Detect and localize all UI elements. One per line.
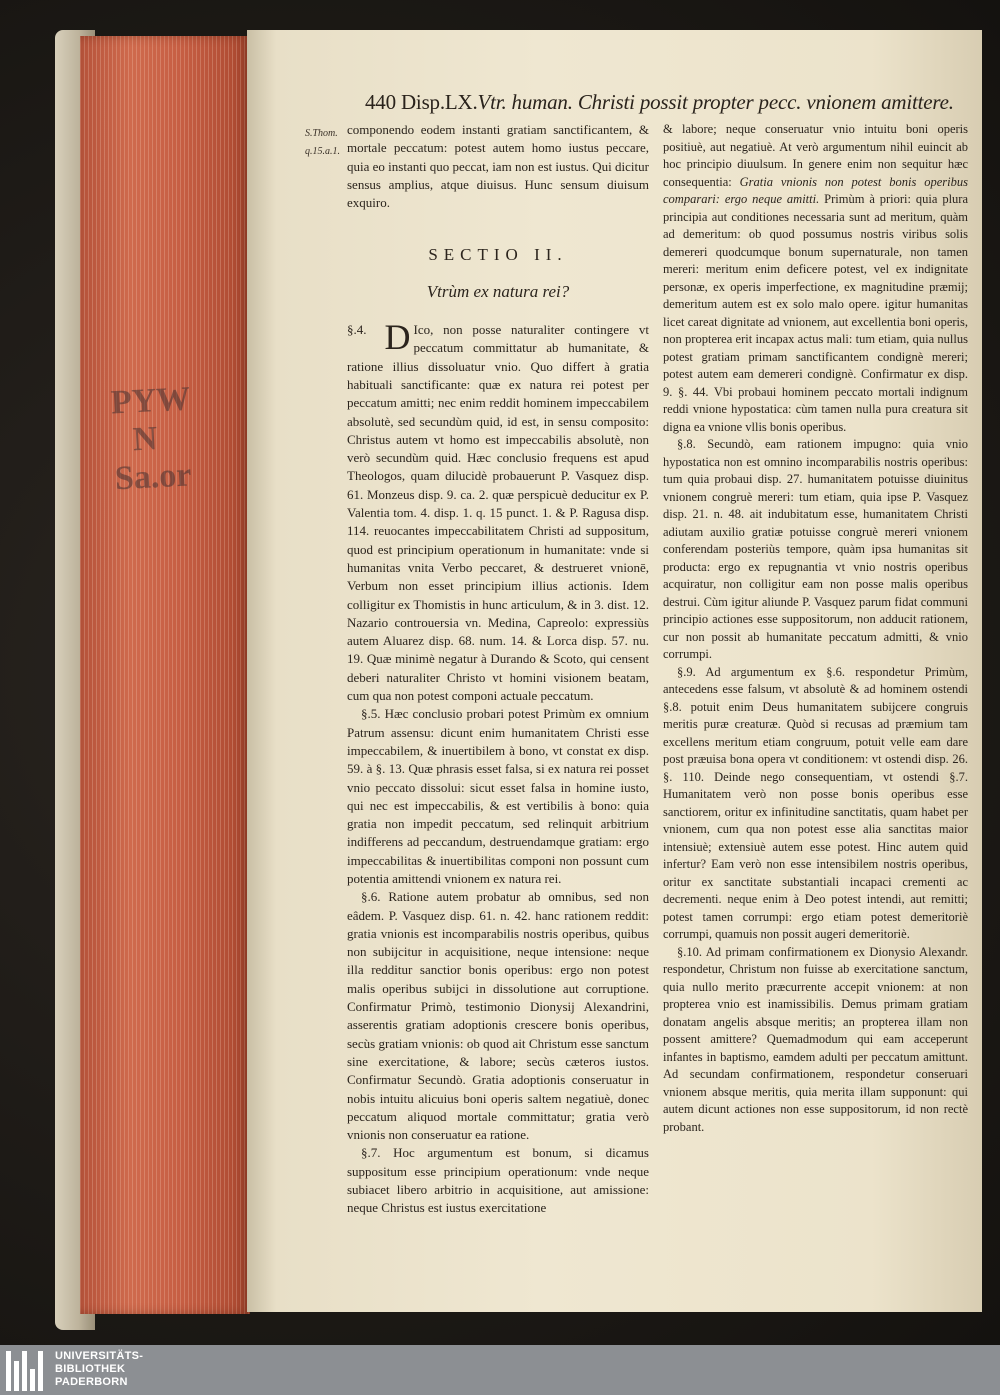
running-title-italic: Vtr. human. Christi possit propter pecc. vnionem amittere.	[477, 90, 954, 114]
library-name: UNIVERSITÄTS- BIBLIOTHEK PADERBORN	[55, 1350, 144, 1388]
library-stamp: PYW N Sa.or	[109, 380, 193, 498]
paragraph-6: §.6. Ratione autem probatur ab omnibus, sed non eâdem. P. Vasquez disp. 61. n. 42. hanc rationem reddit: gratia vnionis est incomparabilis nostris operibus, quibus non subijcitur in acquisitione, neque intensione: neque illa redditur sanctior bonis operibus: ergo non potest malis operibus subijci in dissolutione aut corruptione. Confirmatur Primò, testimonio Dionysij Alexandrini, asserentis gratiam adoptionis crescere bonis operibus, secùs gratiam vnionis: ob quod ait Christum esse sanctum sine exercitatione, & labore; secùs cæteros iustos. Confirmatur Secundò. Gratia adoptionis conseruatur in nobis intuitu alicuius boni operis saltem negatiuè, donec peccatum aliquod mortale committatur; gratia verò vnionis non conseruatur ea ratione.	[347, 889, 649, 1143]
right-column	[663, 121, 968, 1136]
drop-cap: D	[384, 317, 411, 358]
intro-paragraph: componendo eodem instanti gratiam sanctificantem, & mortale peccatum: potest autem homo iustus peccare, quia eo instanti quo peccat, iam non est iustus. Qui dicitur sensus amplius, atque diuisus. Hunc sensum diuisum exquiro.	[347, 122, 649, 211]
quoted-consequence: Gratia vnionis non potest bonis operibus comparari: ergo neque amitti.	[663, 174, 968, 206]
running-header	[365, 90, 985, 115]
paragraph-7-continued: & labore; neque conseruatur vnio intuitu boni operis positiuè, aut negatiuè. At verò argumentum nihil euincit ab hoc principio diuulsum. In genere enim non sequitur hæc consequentia: Gratia vnionis non potest bonis operibus comparari: ergo neque amitti. Primùm à priori: quia plura principia aut conditiones necessaria sunt ad meritum, quàm ad demeritum: ob quod possumus nostris viribus solis demereri quodcumque bonum supernaturale, non tamen mereri: meritum enim deficere potest, vel ex indignitate personæ, ex operis imperfectione, ex magnitudine præmij; demeritum autem est ex solo malo opere. igitur humanitas licet careat dignitate ad vnionem, aut excellentia boni operis, non propterea erit incapax actus mali: tum etiam, quia nullus potest gratiam primam sanctificantem condignè mereri; potest autem eam demereri condignè. Confirmatur ex disp. 9. §. 44. Vbi probaui hominem peccato mortali indignum reddi vnione hypostatica: cùm tamen nulla pura creatura sit digna ea vnione vllis bonis operibus.	[663, 122, 969, 434]
paragraph-4	[347, 317, 649, 705]
paragraph-7: §.7. Hoc argumentum est bonum, si dicamus suppositum esse principium operationum: vnde neque subiacet libero arbitrio in acquisitione, aut amissione: neque Christus est iustus exercitatione	[347, 1145, 649, 1216]
section-heading: SECTIO II.	[428, 245, 568, 265]
section-subtitle: Vtrùm ex natura rei?	[426, 281, 570, 301]
paragraph-10: §.10. Ad primam confirmationem ex Dionysio Alexandr. respondetur, Christum non fuisse ab exercitatione sanctum, quia nullo merito præcurrente accepit vnionem: at non propterea vnio est inamissibilis. Demus primam gratiam donatam angelis absque meritis; an propterea illam non possent amittere? Quemadmodum qui eam acceperunt infantes in baptismo, eamdem adulti per peccatum amittunt. Ad secundam confirmationem, respondetur conseruari vnionem absque meritis, quia merita illam supponunt: qui autem dicunt actiones non esse suppositorum, id non rectè probant.	[663, 944, 968, 1134]
page-number: 440	[365, 90, 396, 114]
paragraph-4-label: §.4.	[347, 322, 367, 338]
paragraph-9: §.9. Ad argumentum ex §.6. respondetur Primùm, antecedens esse falsum, vt absolutè & ad hominem ostendi §.8. potuit enim Deus humanitatem subijcere congruis meritis puræ creaturæ. Quòd si recusas ad præmium tam excellens meritum etiam congruum, potuit velle eam dare post præuisa bona opera vt conditionem: vt ostendi disp. 26. §. 110. Deinde nego consequentiam, vt ostendi §.7. Humanitatem verò non posse bonis operibus esse sanctiorem, oritur ex infinitudine sanctitatis, quam habet per vnionem, cum qua non potest esse alia sanctitas maior intensiuè; extensiuè autem esse potest. Hinc autem quid infertur? Eam verò non esse intensibilem nostris operibus, oritur ex sanctitate substantiali incapaci crementi ac decrementi. neque enim à Deo potest intendi, aut remitti; potest tamen corrumpi: ergo etiam potest demeritoriè corrumpi, quamuis non possit augeri demeritoriè.	[663, 664, 968, 941]
margin-note: S.Thom. q.15.a.1.	[305, 128, 340, 157]
library-logo-icon	[4, 1349, 50, 1391]
left-column	[347, 121, 649, 1218]
running-title: Disp.LX.	[400, 90, 478, 114]
book-page	[247, 30, 982, 1312]
red-page-edges	[80, 36, 250, 1314]
paragraph-4-text: Ico, non posse naturaliter contingere vt peccatum committatur ab humanitate, & ratione illius dissoluatur vnio. Quo differt à gratia habituali sanctificante: quæ ex natura rei potest per peccatum amitti; nec enim reddit hominem impeccabilem absolutè, sed secundùm quid, id est, in sensu composito: Christus autem vt homo est impeccabilis absolutè, non verò secundùm quid. Hæc conclusio frequens est apud Theologos, quam dilucidè probauerunt P. Vasquez disp. 61. Monzeus disp. 9. ca. 2. quæ perspicuè deducitur ex P. Valentia tom. 4. disp. 1. q. 15 punct. 1. & P. Ragusa disp. 114. reuocantes impeccabilitatem Christi ad suppositum, quod est principium operationum in humanitate: vnde si humanitas vnita Verbo peccaret, & destrueret vnionē, Verbum non esset principium illius actionis. Idem colligitur ex Thomistis in hunc articulum, & in 3. dist. 12. Nazario controuersia vn. Medina, Capreolo: expressiùs autem Aluarez disp. 68. num. 14. & Lorca disp. 57. nu. 19. Quæ minimè negatur à Durando & Scoto, qui censent deberi naturaliter Christo vt homini visionem beatam, cum qua non potest componi actuale peccatum.	[347, 322, 649, 704]
paragraph-8: §.8. Secundò, eam rationem impugno: quia vnio hypostatica non est omnino incomparabilis nostris operibus: tum quia probaui disp. 27. humanitatem potuisse diuinitus vnionem congruè mereri: tum etiam, quia ipse P. Vasquez disp. 21. n. 48. ait indubitatum esse, humanitatem Christi adiutam auxilio gratiæ potuisse congruè mereri vnionem conferendam posteriùs tempore, quàm ipsa humanitas sit producta: ergo ex repugnantia vt vnio nostris operibus acquiratur, non colligitur eam non posse malis operibus destrui. Cùm igitur aliunde P. Vasquez parum fidat communi principio actiones esse suppositorum, non adducit rationem, cur non possit ab humanitate peccatum admitti, & vnio corrumpi.	[663, 437, 968, 661]
library-footer-bar	[0, 1345, 1000, 1395]
paragraph-5: §.5. Hæc conclusio probari potest Primùm ex omnium Patrum assensu: dicunt enim humanitatem Christi esse impeccabilem, & inuertibilem à bono, vt constat ex disp. 59. à §. 13. Quæ phrasis esset falsa, si ex natura rei posset vnio peccato dissolui: sicut esset falsa in homine iusto, qui nec est impeccabilis, & est vertibilis à bono: quia gratia non impedit peccatum, sed relinquit arbitrium indifferens ad peccandum, destruendamque gratiam: ergo impeccabilitas & inuertibilitas componi non possunt cum potentia amittendi vnionem ex natura rei.	[347, 706, 649, 886]
